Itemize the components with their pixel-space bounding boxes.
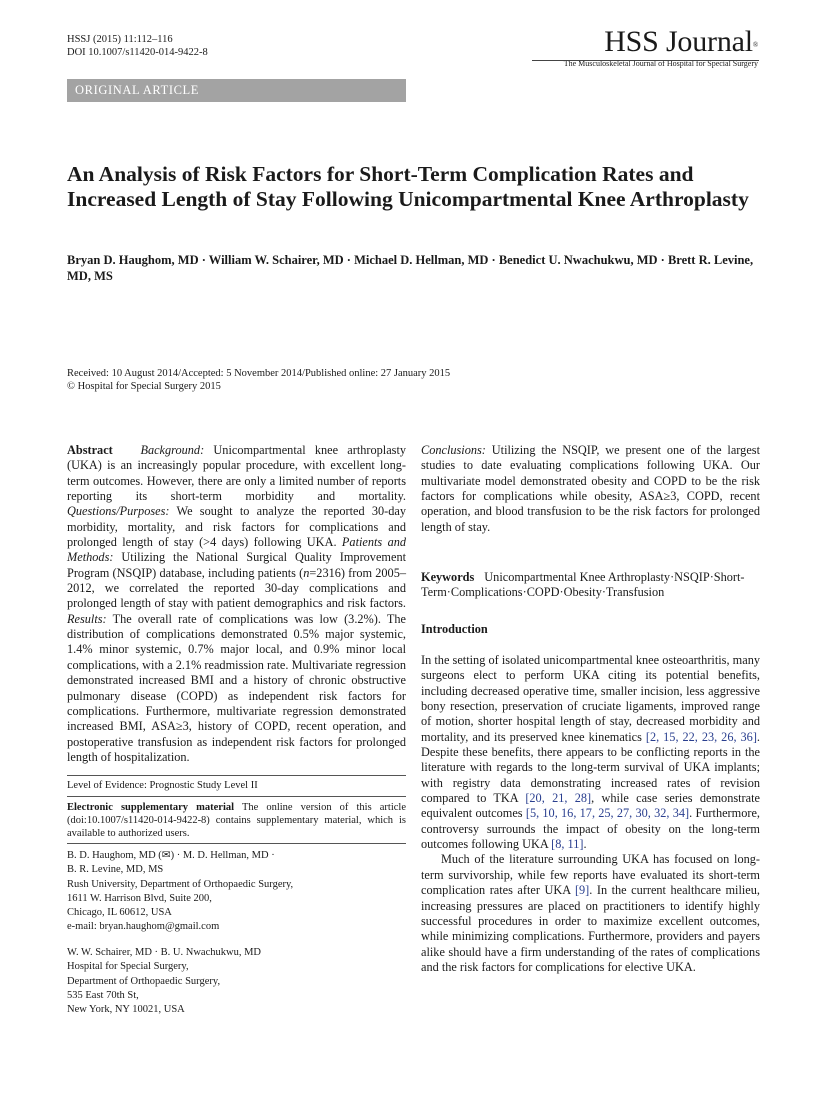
- keywords: [421, 570, 760, 601]
- footnote-rule: [67, 775, 406, 776]
- questions-label: Questions/Purposes:: [67, 504, 170, 519]
- journal-name-text: HSS Journal: [604, 25, 753, 58]
- citation-link[interactable]: [5, 10, 16, 17, 25, 27, 30, 32, 34]: [525, 806, 690, 821]
- methods-label: Patients and Methods:: [67, 535, 407, 565]
- masthead-rule: [532, 60, 759, 61]
- registered-mark: ®: [752, 41, 758, 49]
- citation-link[interactable]: [9]: [574, 883, 590, 898]
- aff1-city: Chicago, IL 60612, USA: [67, 907, 172, 919]
- introduction-heading: Introduction: [421, 622, 488, 636]
- intro-paragraph-1: [421, 653, 760, 852]
- citation-link[interactable]: [8, 11]: [551, 837, 584, 852]
- journal-name: [458, 26, 758, 58]
- conclusions-label: Conclusions:: [421, 443, 486, 457]
- aff1-authors-1: B. D. Haughom, MD (✉) · M. D. Hellman, MD ·: [67, 850, 275, 861]
- aff2-street: 535 East 70th St,: [67, 989, 139, 1001]
- aff2-department: Department of Orthopaedic Surgery,: [67, 975, 221, 987]
- esm-text: The online version of this article (doi:10.1007/s11420-014-9422-8) contains supplementary material, which is available to authorized users.: [67, 802, 406, 839]
- keywords-text: Unicompartmental Knee Arthroplasty·NSQIP·Short-Term·Complications·COPD·Obesity·Transfusion: [421, 570, 745, 600]
- citation-link[interactable]: [2, 15, 22, 23, 26, 36]: [645, 729, 757, 744]
- citation-link[interactable]: [20, 21, 28]: [525, 791, 592, 806]
- questions-text: We sought to analyze the reported 30-day morbidity, mortality, and risk factors for complications and prolonged length of stay (>4 days) following UKA.: [67, 504, 406, 550]
- level-of-evidence: Level of Evidence: Prognostic Study Level II: [67, 780, 258, 791]
- aff1-street: 1611 W. Harrison Blvd, Suite 200,: [67, 892, 212, 904]
- intro-p2-text-a: Much of the literature surrounding UKA has focused on long-term survivorship, while few reports have evaluated its short-term complication rates after UKA: [421, 852, 760, 898]
- intro-p2-text-b: . In the current healthcare milieu, increasing pressures are placed on practitioners to identify highly successful procedures in order to maximize excellent outcomes, while minimizing complications. Furthermore, providers and payers alike should have a firm understanding of the rates of complications and the risk factors for complications for elective UKA.: [421, 883, 760, 974]
- journal-subtitle: The Musculoskeletal Journal of Hospital for Special Surgery: [563, 59, 758, 68]
- introduction-body: [421, 653, 760, 975]
- aff2-authors: W. W. Schairer, MD · B. U. Nwachukwu, MD: [67, 947, 262, 958]
- methods-text-post: =2316) from 2005–2012, we correlated the reported 30-day complications and prolonged length of stay with patient demographics and risk factors.: [67, 565, 407, 611]
- aff1-email[interactable]: e-mail: bryan.haughom@gmail.com: [67, 921, 220, 933]
- intro-p1-text-e: .: [583, 837, 587, 852]
- article-type-banner: ORIGINAL ARTICLE: [67, 79, 406, 102]
- keywords-label: Keywords: [421, 570, 475, 584]
- intro-p1-text-b: . Despite these benefits, there appears to be conflicting reports in the literature with regards to the long-term survival of UKA implants; with registry data demonstrating increased rates of revision compared to TKA: [421, 729, 760, 806]
- intro-p1-text-d: . Furthermore, controversy surrounds the impact of obesity on the long-term outcomes following UKA: [421, 806, 760, 852]
- abstract-left: [67, 443, 406, 765]
- results-text: The overall rate of complications was low (3.2%). The distribution of complications demonstrated 0.5% major systemic, 1.4% minor systemic, 0.7% major local, and 0.9% minor local complications, with a 2.1% readmission rate. Multivariate regression demonstrated increased BMI and a history of chronic obstructive pulmonary disease (COPD) as independent risk factors for complications. Furthermore, multivariate regression demonstrated increased BMI, ASA≥3, history of COPD, recent operation, and postoperative transfusion as independent risk factors for prolonged length of hospitalization.: [67, 611, 406, 764]
- citation-doi: DOI 10.1007/s11420-014-9422-8: [67, 47, 208, 58]
- conclusions-text: Utilizing the NSQIP, we present one of the largest studies to date evaluating complications following UKA. Our multivariate model demonstrated obesity and COPD to be the risk factors for complications while obesity, ASA≥3, COPD, recent operation, and blood transfusion to be the risk factors for prolonged length of stay.: [421, 443, 760, 534]
- supplementary-material-note: [67, 801, 406, 840]
- intro-paragraph-2: [421, 852, 760, 975]
- background-text: Unicompartmental knee arthroplasty (UKA) is an increasingly popular procedure, with excellent long-term outcomes. However, there are only a limited number of reports reporting its short-term morbidity and mortality.: [67, 443, 407, 504]
- publication-dates: [67, 367, 767, 393]
- background-label: Background:: [140, 443, 205, 457]
- footnote-rule-2: [67, 796, 406, 797]
- abstract-label: Abstract: [67, 443, 113, 457]
- intro-p1-text-a: In the setting of isolated unicompartmental knee osteoarthritis, many surgeons elect to perform UKA citing its potential benefits, including decreased operative time, smaller incision, less aggressive bony resection, preservation of cruciate ligaments, improved range of motion, shorter hospital length of stay, decreased morbidity and mortality, and its preserved knee kinematics: [421, 653, 760, 744]
- affiliation-rush: [67, 849, 406, 935]
- affiliation-hss: [67, 946, 406, 1017]
- intro-p1-text-c: , while case series demonstrate equivalent outcomes: [421, 791, 760, 821]
- esm-label: Electronic supplementary material: [67, 802, 235, 813]
- abstract-right: [421, 443, 760, 535]
- methods-n: n: [303, 565, 310, 580]
- journal-masthead: [458, 26, 758, 69]
- received-accepted-dates: Received: 10 August 2014/Accepted: 5 November 2014/Published online: 27 January 2015: [67, 368, 451, 379]
- results-label: Results:: [67, 611, 107, 626]
- aff2-institution: Hospital for Special Surgery,: [67, 961, 189, 973]
- aff1-authors-2: B. R. Levine, MD, MS: [67, 864, 164, 876]
- author-list: Bryan D. Haughom, MD · William W. Schairer, MD · Michael D. Hellman, MD · Benedict U. Nwachukwu, MD · Brett R. Levine, MD, MS: [67, 253, 754, 283]
- aff2-city: New York, NY 10021, USA: [67, 1004, 185, 1016]
- copyright-line: © Hospital for Special Surgery 2015: [67, 381, 221, 392]
- aff1-institution: Rush University, Department of Orthopaedic Surgery,: [67, 878, 294, 890]
- article-title: An Analysis of Risk Factors for Short-Term Complication Rates and Increased Length of Stay Following Unicompartmental Knee Arthroplasty: [67, 162, 749, 211]
- methods-text-pre: Utilizing the National Surgical Quality Improvement Program (NSQIP) database, including patients (: [67, 550, 407, 580]
- citation-info: [67, 33, 208, 59]
- footnote-rule-3: [67, 843, 406, 844]
- citation-volume: HSSJ (2015) 11:112–116: [67, 34, 173, 45]
